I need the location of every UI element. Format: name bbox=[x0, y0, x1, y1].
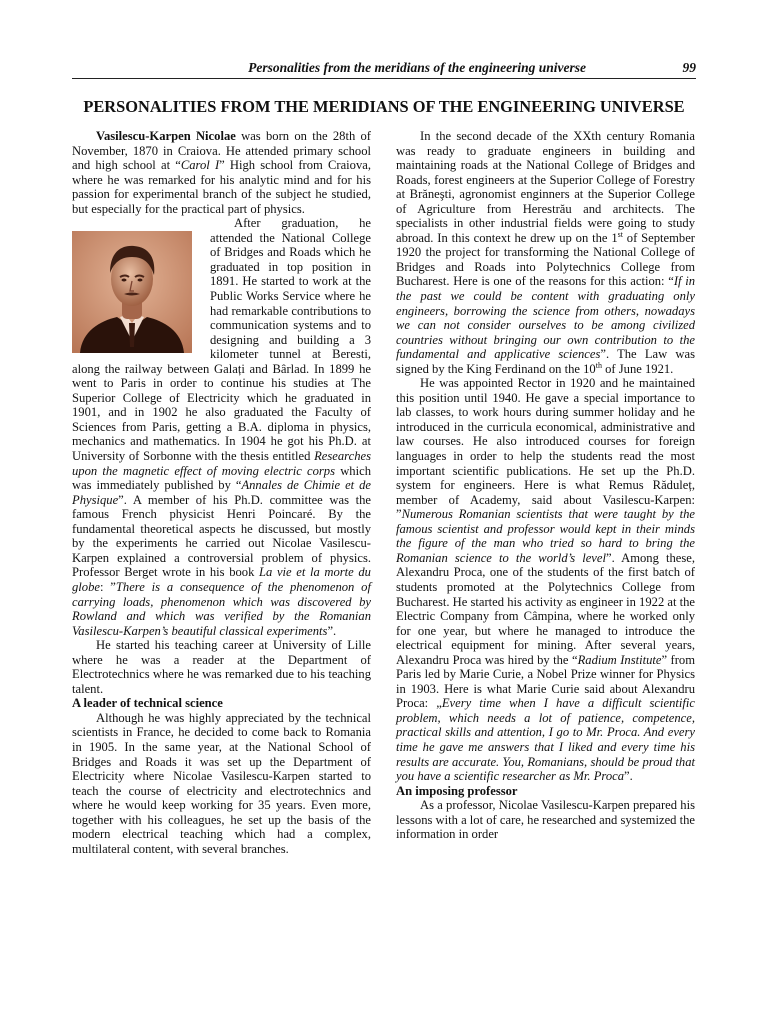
article-title: PERSONALITIES FROM THE MERIDIANS OF THE ENGINEERING UNIVERSE bbox=[83, 97, 685, 116]
paragraph-rector: He was appointed Rector in 1920 and he maintained this position until 1940. He gave a special importance to lab classes, to work hours during summer holiday and he introduced in the curricula economical, administrative and law courses. He also introduced courses for foreign languages in order to help the students read the most important scientific publications. He set up the Ph.D. system for engineers. Here is what Remus Răduleț, member of Academy, said about Vasilescu-Karpen: ”Numerous Romanian scientists that were taught by the famous scientist and professor would kept in their minds the figure of the man who tried so hard to bring the Romanian science to the world’s level”. Among these, Alexandru Proca, one of the students of the first batch of students promoted at the Polytechnics College from Bucharest. He started his activity as engineer in 1922 at the Electric Company from Câmpina, where he worked only for one year, but where he managed to introduce the electrical equipment for mining. After several years, Alexandru Proca was hired by the “Radium Institute” from Paris led by Marie Curie, a Nobel Prize winner for Physics in 1903. Here is what Marie Curie said about Alexandru Proca: „Every time when I have a difficult scientific problem, which needs a lot of patience, competence, practical skills and attention, I go to Mr. Proca. And every time he gave me answers that I liked and every time his results are accurate. You, Romanians, should be proud that you have a scientific researcher as Mr. Proca”. bbox=[396, 376, 696, 784]
paragraph-lessons: As a professor, Nicolae Vasilescu-Karpen prepared his lessons with a lot of care, he researched and systemized the information in order bbox=[396, 798, 695, 842]
subheading-leader: A leader of technical science bbox=[72, 696, 223, 711]
paragraph-return-romania: Although he was highly appreciated by the technical scientists in France, he decided to come back to Romania in 1905. In the same year, at the National School of Bridges and Roads it was set up the Department of Electricity where Nicolae Vasilescu-Karpen started to teach the course of electricity and electrotechnics and where he would keep working for 35 years. Even more, together with his colleagues, he set up the basis of the modern electrical teaching which had a complex, multilateral content, with several branches. bbox=[72, 710, 371, 856]
right-column bbox=[396, 129, 695, 842]
subject-name: Vasilescu-Karpen Nicolae bbox=[96, 129, 236, 143]
paragraph-polytechnics: In the second decade of the XXth century Romania was ready to graduate engineers in building and maintaining roads at the National College of Bridges and Roads, forest engineers at the Superior College of Forestry at Brăneşti, agronomist enginners at the Superior College of Agriculture from Herestrău and architects. The specialists in other industrial fields were going to study abroad. In this context he drew up on the 1st of September 1920 the project for transforming the National College of Bridges and Roads into Polytechnics College from Bucharest. Here is one of the reasons for this action: “If in the past we could be content with graduating only engineers, borrowing the science from others, nowadays we can not consider ourselves to be among civilized countries without bringing our own contribution to the fundamental and applicative sciences”. The Law was signed by the King Ferdinand on the 10th of June 1921. bbox=[396, 129, 695, 376]
portrait-photo bbox=[72, 231, 192, 353]
paragraph-birth: Vasilescu-Karpen Nicolae was born on the 28th of November, 1870 in Craiova. He attended primary school and high school at “Carol I” High school from Craiova, where he was remarked for his analytic mind and for his passion for experimental branch of the subject he studied, but especially for the practical part of physics. bbox=[72, 129, 372, 216]
portrait-image bbox=[72, 231, 192, 353]
paragraph-education: After graduation, he attended the National College of Bridges and Roads which he graduated in top position in 1891. He started to work at the Public Works Service where he had remarkable contributions to communication systems and to designing and building a 3 kilometer tunnel at Beresti, along the railway between Galați and Bârlad. In 1899 he went to Paris in order to continue his studies at The Superior College of Electricity which he graduated in 1901, and in 1902 he also graduated the Faculty of Sciences from Paris, getting a B.A. diploma in physics, mechanics and mathematics. In 1904 he got his Ph.D. at University of Sorbonne with the thesis entitled Researches upon the magnetic effect of moving electric corps which was immediately published by “Annales de Chimie et de Physique”. A member of his Ph.D. committee was the famous French physicist Henri Poincaré. By the fundamental theoretical aspects he discussed, but mostly by the experiments he carried out Nicolae Vasilescu-Karpen explained a controversial problem of physics. Professor Berget wrote in his book La vie et la morte du globe: ”There is a consequence of the phenomenon of carrying loads, phenomenon which was discovered by Rowland and which was verified by the Romanian Vasilescu-Karpen’s beautiful classical experiments”. bbox=[72, 216, 371, 638]
running-header bbox=[72, 58, 696, 79]
page-number: 99 bbox=[682, 60, 696, 75]
left-column bbox=[72, 129, 371, 856]
subheading-professor: An imposing professor bbox=[396, 783, 518, 798]
running-title: Personalities from the meridians of the engineering universe bbox=[248, 60, 586, 75]
paragraph-teaching-career: He started his teaching career at University of Lille where he was a reader at the Department of Electrotechnics where he was remarked due to his teaching talent. bbox=[72, 638, 371, 696]
